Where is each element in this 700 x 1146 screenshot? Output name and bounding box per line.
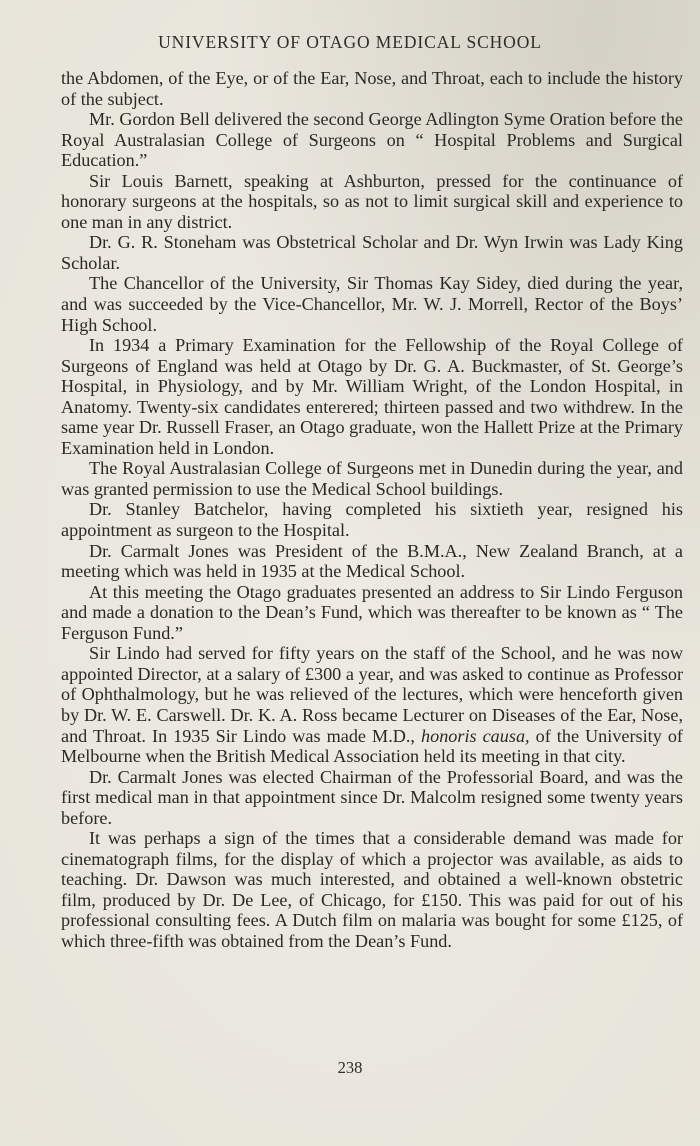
latin-phrase: honoris causa, (421, 725, 530, 746)
body-text (61, 68, 683, 952)
paragraph-professorial-board: Dr. Carmalt Jones was elected Chairman of the Professorial Board, and was the first medical man in that appointment since Dr. Malcolm resigned some twenty years before. (61, 766, 683, 828)
paragraph-films: It was perhaps a sign of the times that a considerable demand was made for cinematograph films, for the display of which a projector was available, as aids to teaching. Dr. Dawson was much interested, and obtained a well-known obstetric film, produced by Dr. De Lee, of Chicago, for £150. This was paid for out of his professional consulting fees. A Dutch film on malaria was bought for some £125, of which three-fifth was obtained from the Dean’s Fund. (61, 828, 683, 951)
paragraph-ferguson-fund: At this meeting the Otago graduates presented an address to Sir Lindo Ferguson and made a donation to the Dean’s Fund, which was thereafter to be known as “ The Ferguson Fund.” (61, 581, 683, 643)
paragraph-lindo-director (61, 643, 683, 766)
paragraph-bma: Dr. Carmalt Jones was President of the B.M.A., New Zealand Branch, at a meeting which was held in 1935 at the Medical School. (61, 540, 683, 582)
paragraph-scholars: Dr. G. R. Stoneham was Obstetrical Scholar and Dr. Wyn Irwin was Lady King Scholar. (61, 232, 683, 273)
paragraph-chancellor: The Chancellor of the University, Sir Thomas Kay Sidey, died during the year, and was succeeded by the Vice-Chancellor, Mr. W. J. Morrell, Rector of the Boys’ High School. (61, 273, 683, 335)
page-number: 238 (337, 1058, 363, 1077)
paragraph-batchelor: Dr. Stanley Batchelor, having completed his sixtieth year, resigned his appointment as surgeon to the Hospital. (61, 499, 683, 541)
paragraph-primary-exam: In 1934 a Primary Examination for the Fellowship of the Royal College of Surgeons of England was held at Otago by Dr. G. A. Buckmaster, of St. George’s Hospital, in Physiology, and by Mr. William Wright, of the London Hospital, in Anatomy. Twenty-six candidates enterered; thirteen passed and two withdrew. In the same year Dr. Russell Fraser, an Otago graduate, won the Hallett Prize at the Primary Examination held in London. (61, 335, 683, 458)
running-title: UNIVERSITY OF OTAGO MEDICAL SCHOOL (158, 32, 542, 52)
paragraph-continued: the Abdomen, of the Eye, or of the Ear, Nose, and Throat, each to include the history of the subject. (61, 68, 683, 109)
paragraph-barnett: Sir Louis Barnett, speaking at Ashburton, pressed for the continuance of honorary surgeons at the hospitals, so as not to limit surgical skill and experience to one man in any district. (61, 170, 683, 232)
paragraph-syme-oration: Mr. Gordon Bell delivered the second George Adlington Syme Oration before the Royal Australasian College of Surgeons on “ Hospital Problems and Surgical Education.” (61, 109, 683, 171)
paragraph-lindo-text-before: Sir Lindo had served for fifty years on the staff of the School, and he was now appointed Director, at a salary of £300 a year, and was asked to continue as Professor of Ophthalmology, but he was relieved of the lectures, which were henceforth given by Dr. W. E. Carswell. Dr. K. A. Ross became Lecturer on Diseases of the Ear, Nose, and Throat. In 1935 Sir Lindo was made M.D., (61, 643, 683, 746)
paragraph-lindo-text-after: of the University of Melbourne when the British Medical Association held its meeting in that city. (61, 725, 683, 767)
paragraph-college-meeting: The Royal Australasian College of Surgeons met in Dunedin during the year, and was granted permission to use the Medical School buildings. (61, 458, 683, 499)
